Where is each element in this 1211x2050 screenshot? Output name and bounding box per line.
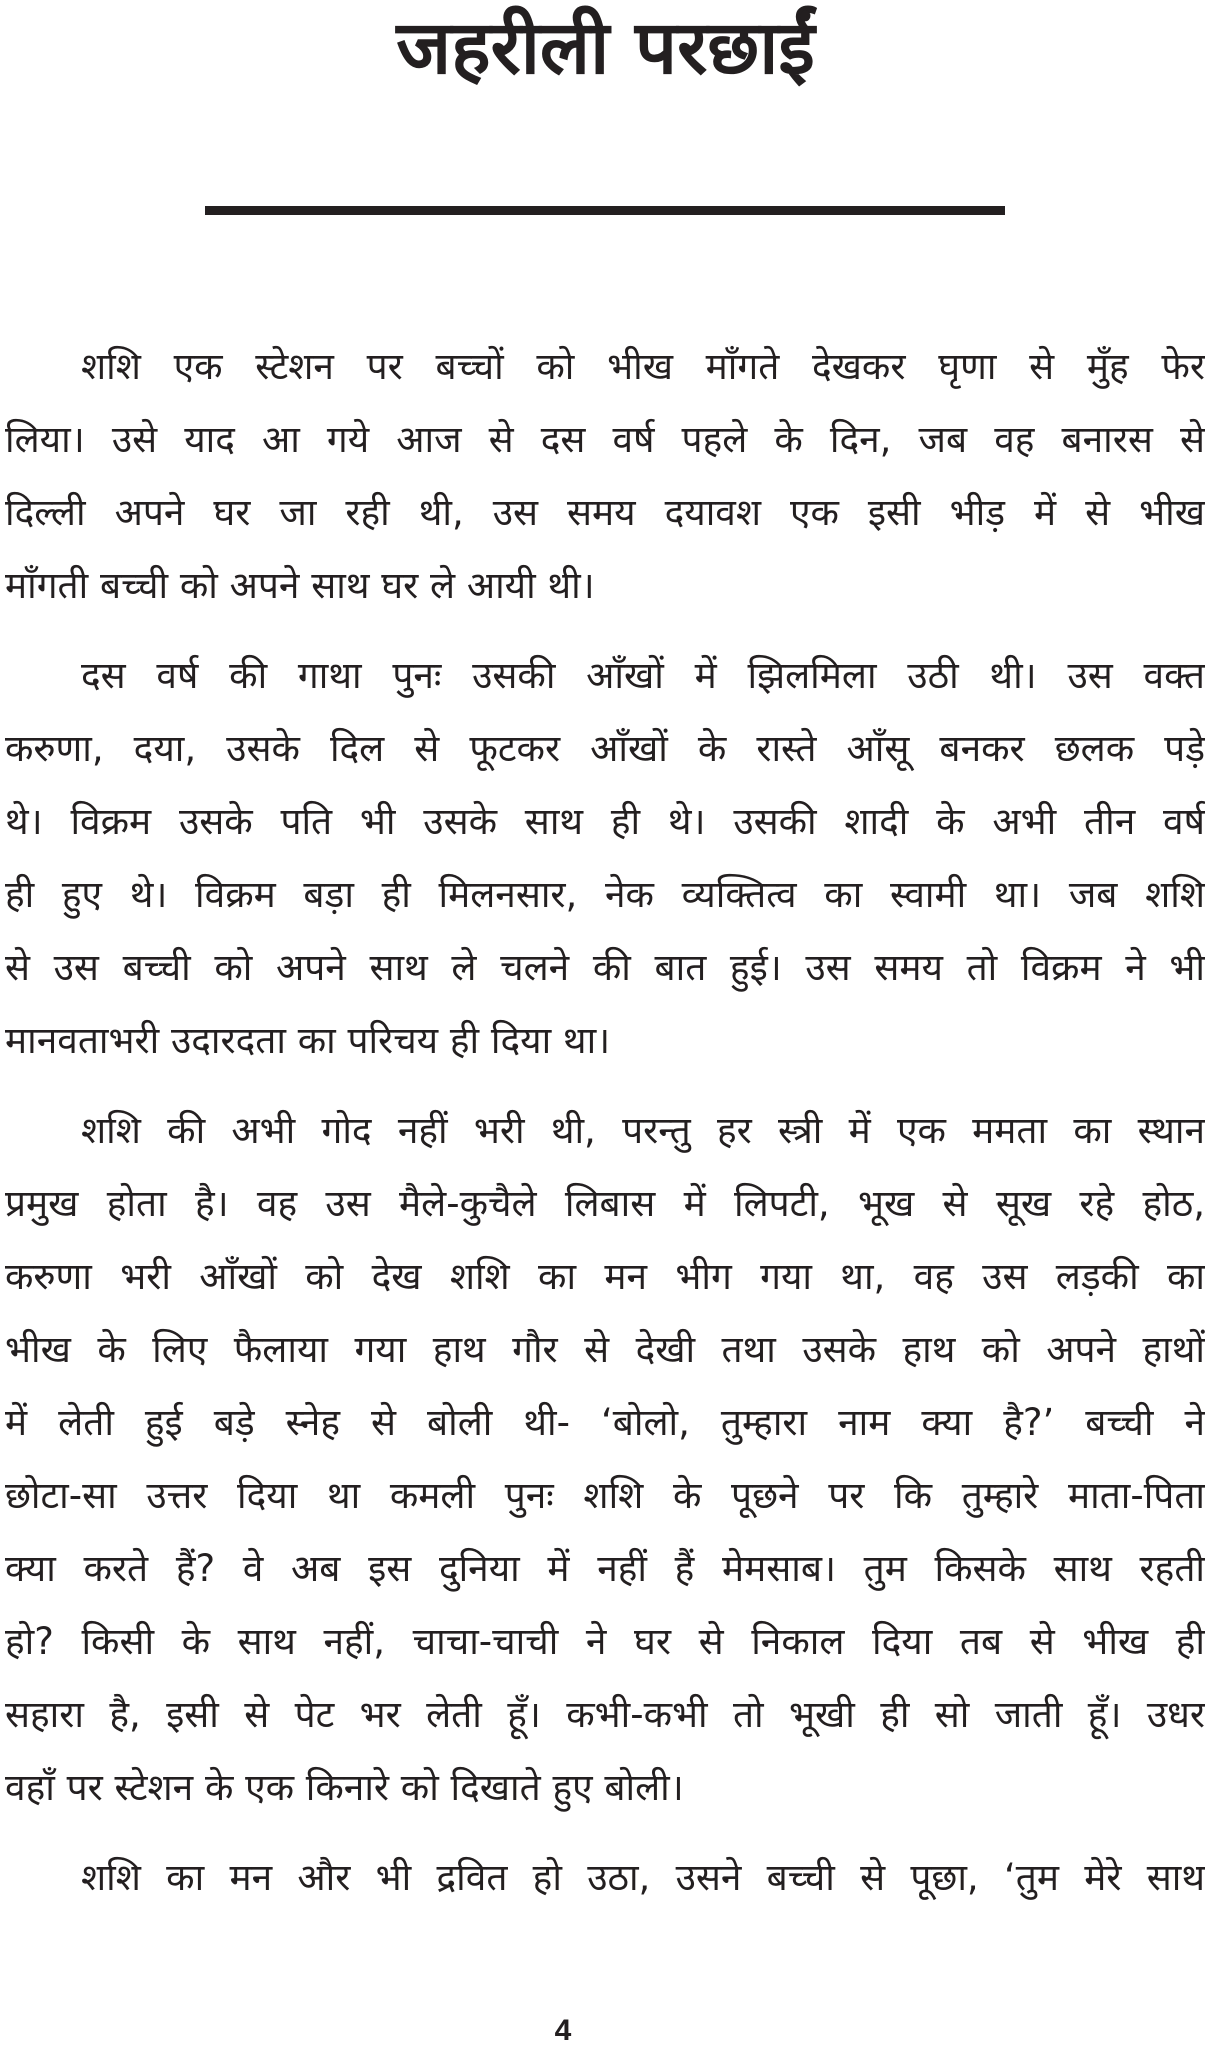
text-line: दिल्ली अपने घर जा रही थी, उस समय दयावश एक इसी भीड़ में से भीख	[5, 491, 1205, 534]
paragraph-3	[5, 1094, 1205, 1824]
text-line: शशि की अभी गोद नहीं भरी थी, परन्तु हर स्त्री में एक ममता का स्थान	[81, 1109, 1205, 1152]
text-line: करुणा, दया, उसके दिल से फूटकर आँखों के रास्ते आँसू बनकर छलक पड़े	[5, 727, 1205, 770]
text-line: छोटा-सा उत्तर दिया था कमली पुनः शशि के पूछने पर कि तुम्हारे माता-पिता	[5, 1474, 1205, 1517]
text-line: से उस बच्ची को अपने साथ ले चलने की बात हुई। उस समय तो विक्रम ने भी	[5, 946, 1205, 989]
text-line: सहारा है, इसी से पेट भर लेती हूँ। कभी-कभी तो भूखी ही सो जाती हूँ। उधर	[5, 1693, 1205, 1736]
text-line: शशि एक स्टेशन पर बच्चों को भीख माँगते देखकर घृणा से मुँह फेर	[81, 345, 1205, 388]
text-line: वहाँ पर स्टेशन के एक किनारे को दिखाते हुए बोली।	[5, 1766, 684, 1809]
text-line: शशि का मन और भी द्रवित हो उठा, उसने बच्ची से पूछा, ‘तुम मेरे साथ	[81, 1856, 1205, 1899]
text-line: ही हुए थे। विक्रम बड़ा ही मिलनसार, नेक व्यक्तित्व का स्वामी था। जब शशि	[5, 873, 1205, 916]
paragraph-4	[5, 1841, 1205, 1914]
text-line: माँगती बच्ची को अपने साथ घर ले आयी थी।	[5, 564, 595, 607]
chapter-title: जहरीली परछाईं	[396, 5, 815, 91]
chapter-body	[5, 330, 1205, 1931]
text-line: करुणा भरी आँखों को देख शशि का मन भीग गया था, वह उस लड़की का	[5, 1255, 1205, 1298]
title-divider	[205, 206, 1005, 215]
page-number: 4	[554, 2014, 572, 2047]
text-line: मानवताभरी उदारदता का परिचय ही दिया था।	[5, 1019, 611, 1062]
text-line: में लेती हुई बड़े स्नेह से बोली थी- ‘बोलो, तुम्हारा नाम क्या है?’ बच्ची ने	[5, 1401, 1205, 1444]
text-line: लिया। उसे याद आ गये आज से दस वर्ष पहले के दिन, जब वह बनारस से	[5, 418, 1205, 461]
text-line: दस वर्ष की गाथा पुनः उसकी आँखों में झिलमिला उठी थी। उस वक्त	[81, 654, 1205, 697]
text-line: थे। विक्रम उसके पति भी उसके साथ ही थे। उसकी शादी के अभी तीन वर्ष	[5, 800, 1205, 843]
paragraph-1	[5, 330, 1205, 622]
paragraph-2	[5, 639, 1205, 1077]
text-line: भीख के लिए फैलाया गया हाथ गौर से देखी तथा उसके हाथ को अपने हाथों	[5, 1328, 1205, 1371]
text-line: हो? किसी के साथ नहीं, चाचा-चाची ने घर से निकाल दिया तब से भीख ही	[5, 1620, 1205, 1663]
text-line: क्या करते हैं? वे अब इस दुनिया में नहीं हैं मेमसाब। तुम किसके साथ रहती	[5, 1547, 1205, 1590]
text-line: प्रमुख होता है। वह उस मैले-कुचैले लिबास में लिपटी, भूख से सूख रहे होठ,	[5, 1182, 1205, 1225]
